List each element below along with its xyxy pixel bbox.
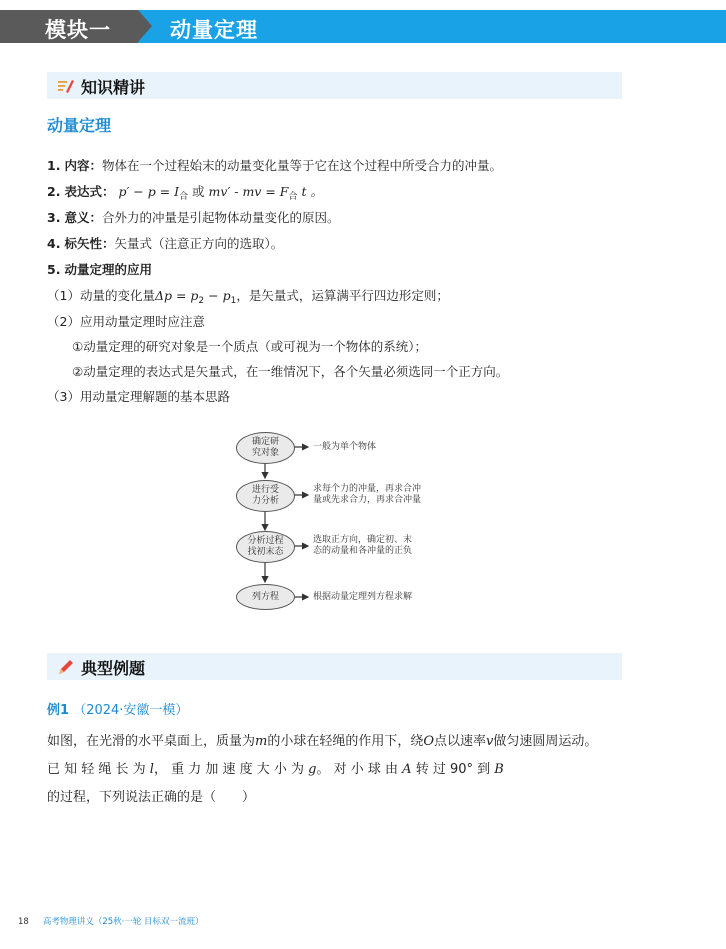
example-source: （2024·安徽一模） xyxy=(73,703,189,718)
section-header-examples xyxy=(47,653,622,680)
module-banner xyxy=(0,10,726,43)
example-line-3: 的过程，下列说法正确的是（ ） xyxy=(47,790,256,805)
flow-desc-force: 求每个力的冲量，再求合冲 量或先求合力，再求合冲量 xyxy=(313,484,422,505)
example-line-1: 如图，在光滑的水平桌面上，质量为m的小球在轻绳的作用下，绕O点以速率v做匀速圆周运动。 xyxy=(47,734,598,749)
formula-impulse: mv′ - mv = F xyxy=(208,184,289,199)
formula-momentum: p′ − p = I xyxy=(118,184,180,199)
topic-subtitle: 动量定理 xyxy=(47,116,112,135)
banner-arrow xyxy=(138,10,152,42)
flow-node-equation: 列方程 xyxy=(236,584,295,610)
flow-node-object: 确定研 究对象 xyxy=(236,432,295,464)
section-header-knowledge xyxy=(47,72,622,99)
flow-desc-process: 选取正方向，确定初、末 态的动量和各冲量的正负 xyxy=(313,535,413,556)
footer-text: 高考物理讲义（25秋·一轮 目标双一流班） xyxy=(42,917,204,927)
section-title-examples: 典型例题 xyxy=(81,659,146,678)
flowchart xyxy=(232,430,492,610)
sub-item-2: （2）应用动量定理时应注意 xyxy=(47,314,205,329)
sub-item-1: （1）动量的变化量$\Delta p = p_2 - p_1$，是矢量式，运算满平行四边形定则； xyxy=(47,288,449,306)
pencil-icon xyxy=(57,658,75,676)
sub-item-2b: ②动量定理的表达式是矢量式，在一维情况下，各个矢量必须选同一个正方向。 xyxy=(72,364,509,379)
banner-module-label: 模块一 xyxy=(45,18,111,42)
flow-node-process: 分析过程 找初末态 xyxy=(236,531,295,563)
section-title-knowledge: 知识精讲 xyxy=(81,78,146,97)
item-vector: 4. 标矢性：矢量式（注意正方向的选取）。 xyxy=(47,236,284,251)
example-line-2: 已 知 轻 绳 长 为 l， 重 力 加 速 度 大 小 为 g。 对 小 球 由 A 转 过 90° 到 B xyxy=(47,762,504,777)
flow-desc-object: 一般为单个物体 xyxy=(313,442,377,452)
notes-pencil-icon xyxy=(57,77,75,95)
item-expression: 2. 表达式： $p' - p = I_合$ 或 mv′ - mv = $F_合$ t 。 xyxy=(47,184,323,202)
page-footer xyxy=(18,915,204,927)
page-number: 18 xyxy=(18,917,29,927)
example-label: 例1 xyxy=(47,703,70,718)
item-application: 5. 动量定理的应用 xyxy=(47,262,152,277)
sub-item-2a: ①动量定理的研究对象是一个质点（或可视为一个物体的系统）； xyxy=(72,339,427,354)
sub-item-3: （3）用动量定理解题的基本思路 xyxy=(47,389,230,404)
flow-node-force: 进行受 力分析 xyxy=(236,480,295,512)
example-heading xyxy=(47,699,188,718)
item-meaning: 3. 意义：合外力的冲量是引起物体动量变化的原因。 xyxy=(47,210,340,225)
banner-title: 动量定理 xyxy=(170,18,258,42)
item-content: 1. 内容：物体在一个过程始末的动量变化量等于它在这个过程中所受合力的冲量。 xyxy=(47,158,502,173)
flow-desc-equation: 根据动量定理列方程求解 xyxy=(313,592,413,602)
